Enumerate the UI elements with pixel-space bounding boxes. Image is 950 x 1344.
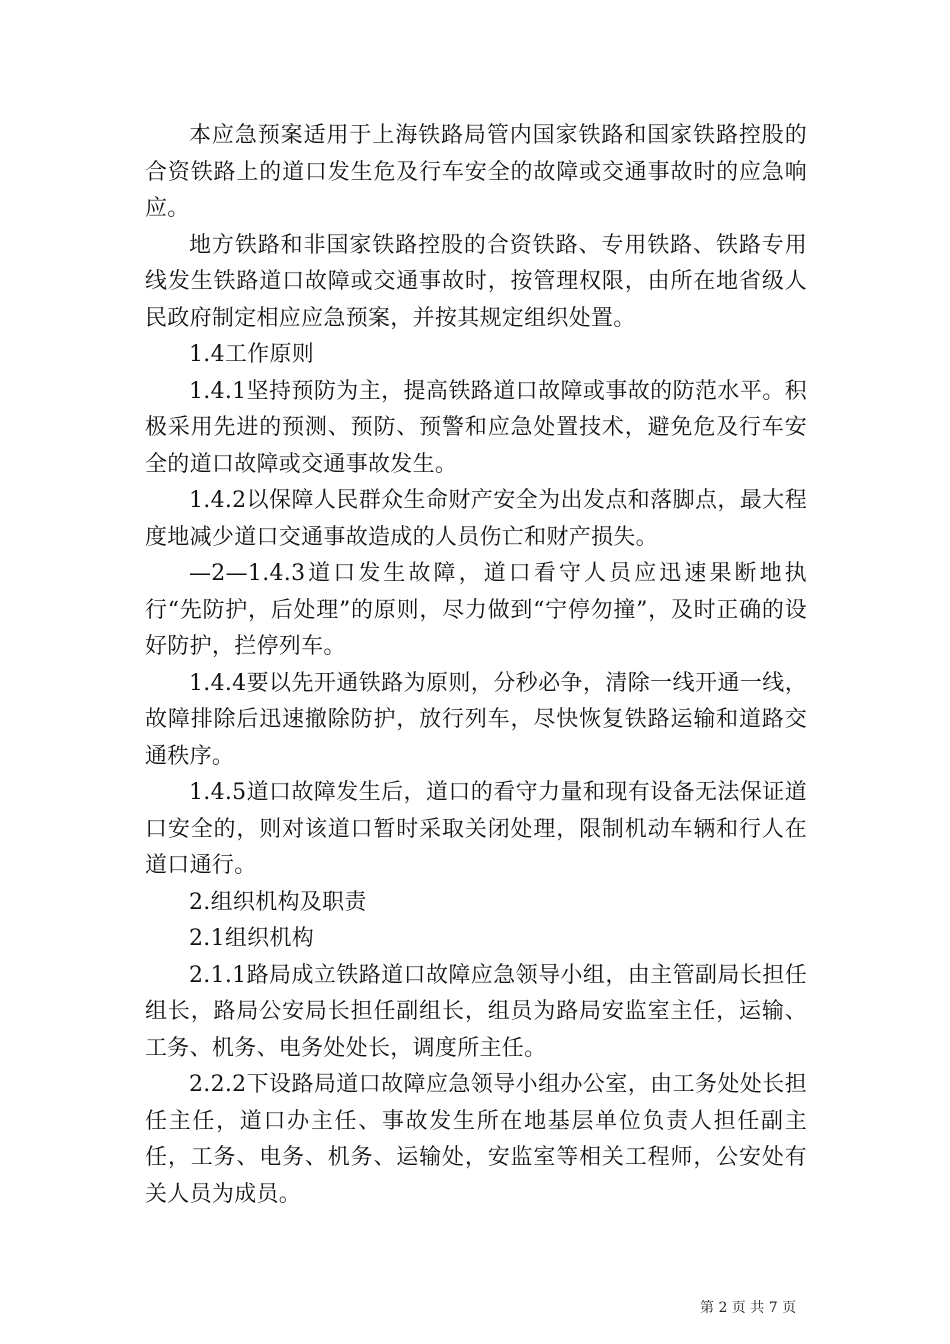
heading-work-principles: 1.4工作原则 [189, 342, 315, 367]
page-number: 第 2 页 共 7 页 [700, 1300, 797, 1316]
paragraph-scope: 本应急预案适用于上海铁路局管内国家铁路和国家铁路控股的合资铁路上的道口发生危及行车安全的故障或交通事故时的应急响应。 [145, 123, 807, 221]
paragraph-local-railways: 地方铁路和非国家铁路控股的合资铁路、专用铁路、铁路专用线发生铁路道口故障或交通事故时，按管理权限，由所在地省级人民政府制定相应应急预案，并按其规定组织处置。 [145, 232, 807, 331]
paragraph-1-4-1: 1.4.1坚持预防为主，提高铁路道口故障或事故的防范水平。积极采用先进的预测、预防、预警和应急处置技术，避免危及行车安全的道口故障或交通事故发生。 [145, 378, 807, 477]
paragraph-2-2-2: 2.2.2下设路局道口故障应急领导小组办公室，由工务处处长担任主任，道口办主任、事故发生所在地基层单位负责人担任副主任，工务、电务、机务、运输处，安监室等相关工程师，公安处有关人员为成员。 [145, 1072, 807, 1207]
heading-organization: 2.组织机构及职责 [189, 889, 367, 915]
paragraph-1-4-4: 1.4.4要以先开通铁路为原则，分秒必争，清除一线开通一线，故障排除后迅速撤除防护，放行列车，尽快恢复铁路运输和道路交通秩序。 [145, 670, 807, 769]
heading-organization-structure: 2.1组织机构 [189, 926, 315, 951]
paragraph-1-4-2: 1.4.2以保障人民群众生命财产安全为出发点和落脚点，最大程度地减少道口交通事故造成的人员伤亡和财产损失。 [145, 488, 807, 550]
document-body [145, 118, 807, 1213]
paragraph-2-1-1: 2.1.1路局成立铁路道口故障应急领导小组，由主管副局长担任组长，路局公安局长担任副组长，组员为路局安监室主任，运输、工务、机务、电务处处长，调度所主任。 [145, 962, 807, 1061]
paragraph-1-4-3: —2—1.4.3道口发生故障，道口看守人员应迅速果断地执行“先防护，后处理”的原则，尽力做到“宁停勿撞”，及时正确的设好防护，拦停列车。 [145, 561, 807, 659]
paragraph-1-4-5: 1.4.5道口故障发生后，道口的看守力量和现有设备无法保证道口安全的，则对该道口暂时采取关闭处理，限制机动车辆和行人在道口通行。 [145, 780, 807, 878]
